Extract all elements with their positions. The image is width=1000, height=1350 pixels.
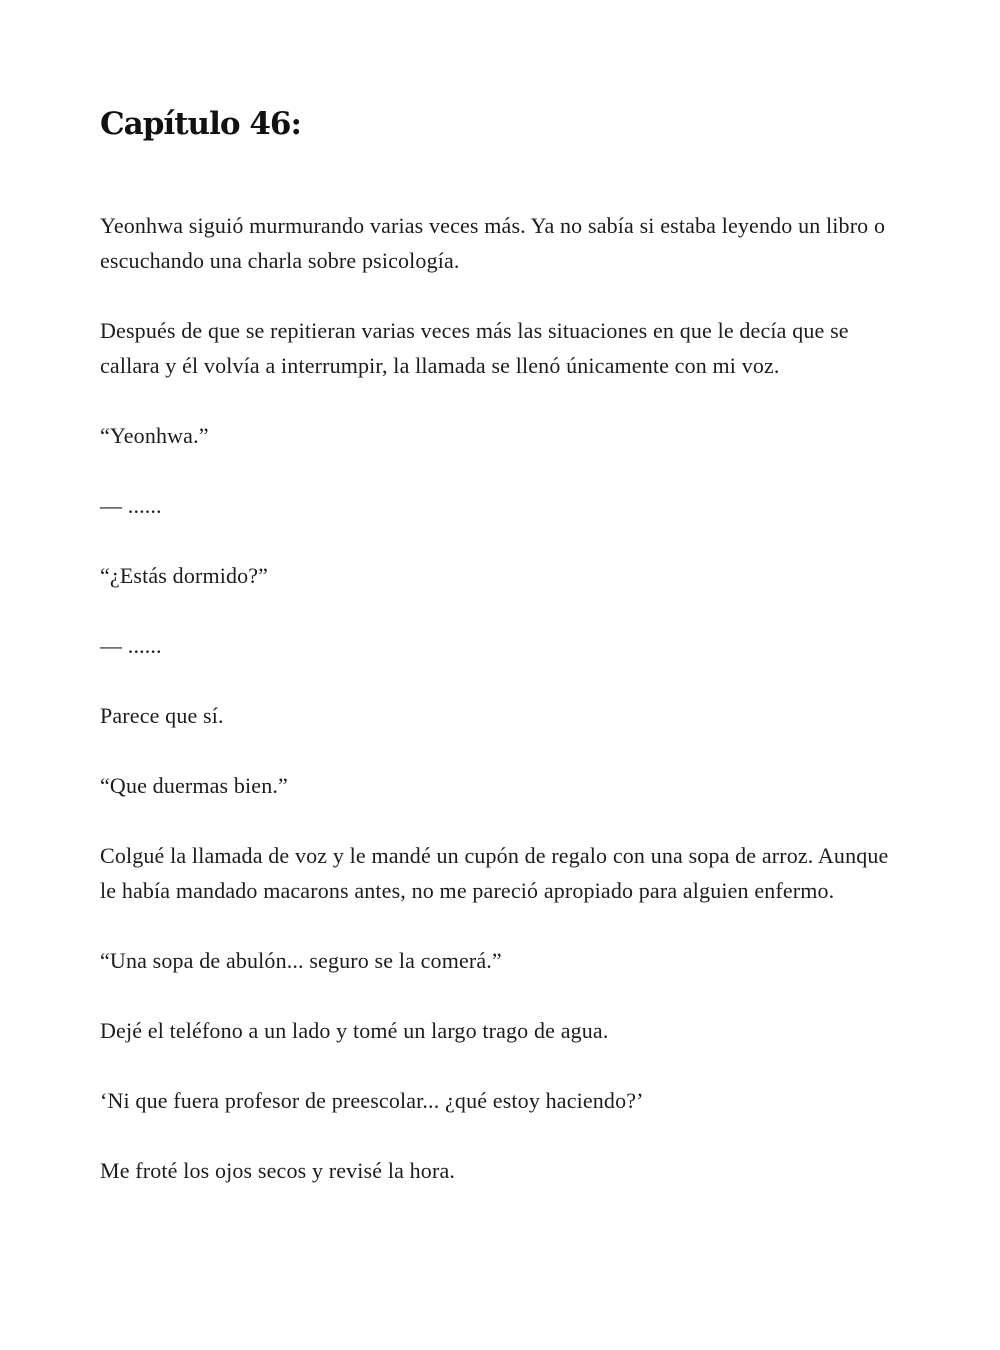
paragraph: Después de que se repitieran varias veces más las situaciones en que le decía que se callara y él volvía a interrumpir, la llamada se llenó únicamente con mi voz. — [100, 318, 849, 378]
paragraph: Dejé el teléfono a un lado y tomé un largo trago de agua. — [100, 1018, 609, 1043]
chapter-title: Capítulo 46: — [100, 106, 301, 142]
chapter-body — [100, 208, 900, 1188]
paragraph: Parece que sí. — [100, 703, 224, 728]
thought-line: ‘Ni que fuera profesor de preescolar... ¿qué estoy haciendo?’ — [100, 1088, 644, 1113]
paragraph: Yeonhwa siguió murmurando varias veces más. Ya no sabía si estaba leyendo un libro o escuchando una charla sobre psicología. — [100, 213, 886, 273]
dialogue-line: “Que duermas bien.” — [100, 773, 288, 798]
dialogue-line: — ...... — [100, 493, 162, 518]
dialogue-line: “Una sopa de abulón... seguro se la comerá.” — [100, 948, 502, 973]
paragraph: Me froté los ojos secos y revisé la hora. — [100, 1158, 456, 1183]
paragraph: Colgué la llamada de voz y le mandé un cupón de regalo con una sopa de arroz. Aunque le había mandado macarons antes, no me pareció apropiado para alguien enfermo. — [100, 843, 889, 903]
dialogue-line: “¿Estás dormido?” — [100, 563, 269, 588]
dialogue-line: “Yeonhwa.” — [100, 423, 209, 448]
dialogue-line: — ...... — [100, 633, 162, 658]
